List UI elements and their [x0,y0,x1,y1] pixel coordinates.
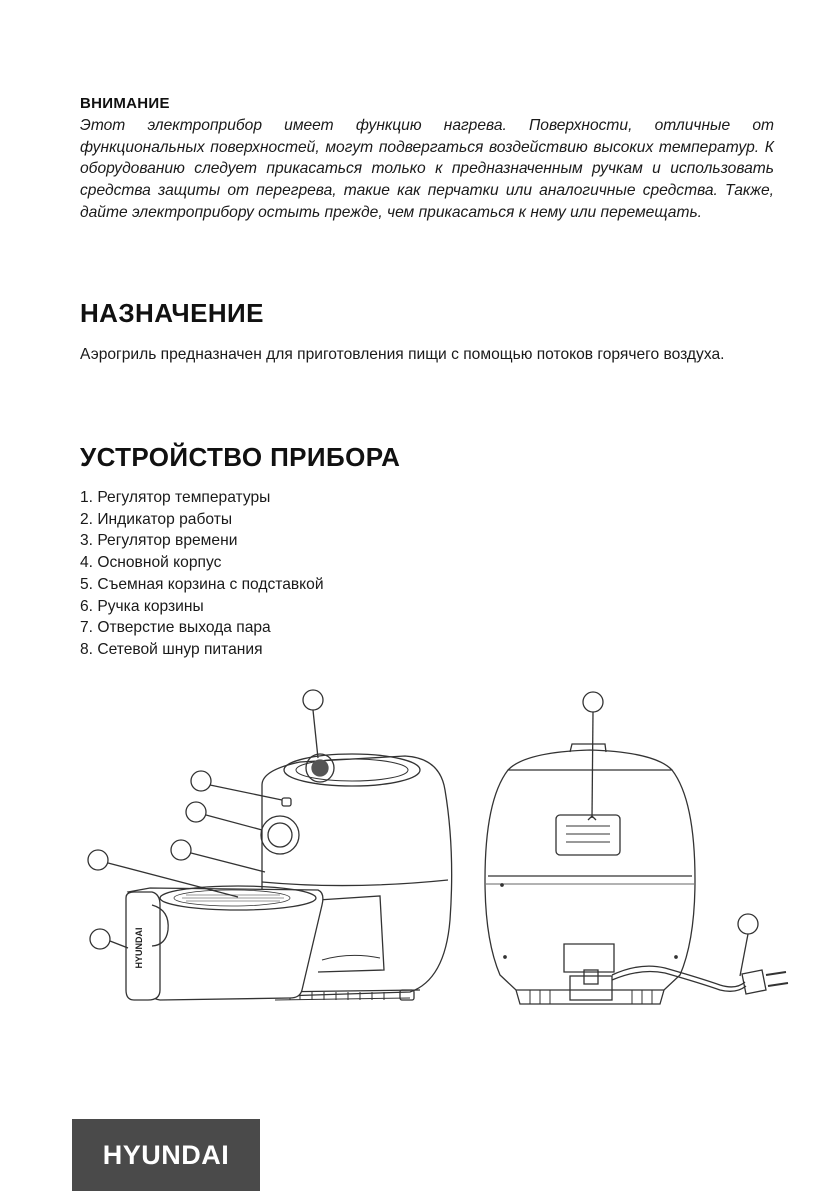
air-fryer-diagram [80,682,800,1022]
part-item: 3. Регулятор времени [80,532,238,550]
callout-circle [583,692,603,712]
part-item: 5. Съемная корзина с подставкой [80,575,324,593]
callout-circle [303,690,323,710]
part-item: 7. Отверстие выхода пара [80,619,271,637]
callout-circle [90,929,110,949]
warning-text: Этот электроприбор имеет функцию нагрева. Поверхности, отличные от функциональных поверхностей, могут подвергаться воздействию высоких температур. К оборудованию следует прикасаться только к предназначенным ручкам и использовать средства защиты от перегрева, такие как перчатки или аналогичные средства. Также, дайте электроприбору остыть прежде, чем прикасаться к нему или перемещать. [80,117,774,221]
part-item: 6. Ручка корзины [80,597,204,615]
air-fryer-front-view [126,754,452,1000]
callout-circle [171,840,191,860]
callout-circle [186,802,206,822]
callout-circle [738,914,758,934]
purpose-heading: НАЗНАЧЕНИЕ [80,298,264,328]
part-item: 8. Сетевой шнур питания [80,640,263,658]
parts-list [80,487,324,661]
part-item: 1. Регулятор температуры [80,489,271,506]
callout-circle [88,850,108,870]
handle-brand-label: HYUNDAI [134,927,144,969]
part-item: 4. Основной корпус [80,554,222,572]
warning-title: ВНИМАНИЕ [80,95,170,112]
purpose-text: Аэрогриль предназначен для приготовления пищи с помощью потоков горячего воздуха. [80,346,725,363]
callout-circle [191,771,211,791]
device-heading: УСТРОЙСТВО ПРИБОРА [80,442,401,472]
part-item: 2. Индикатор работы [80,510,233,528]
hyundai-logo: HYUNDAI [72,1119,260,1191]
